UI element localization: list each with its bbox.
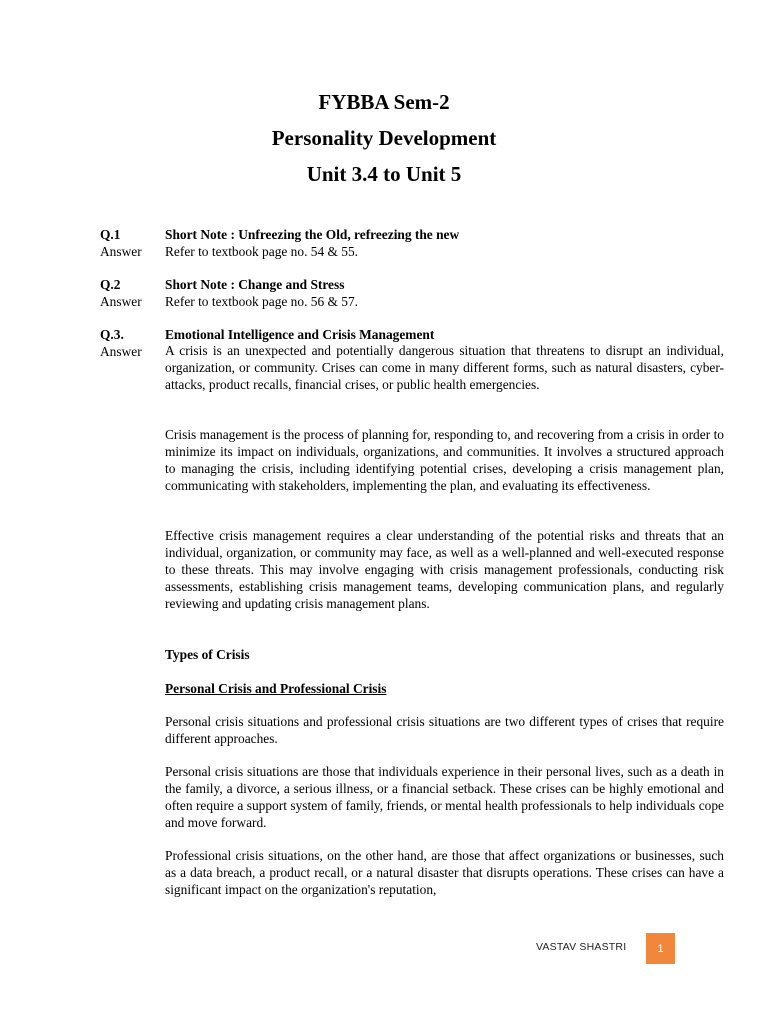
course-title: FYBBA Sem-2 bbox=[318, 90, 450, 114]
footer-author: VASTAV SHASTRI bbox=[536, 941, 627, 953]
question-title: Emotional Intelligence and Crisis Management bbox=[165, 327, 435, 342]
answer-label: Answer bbox=[100, 294, 142, 309]
types-of-crisis-heading: Types of Crisis bbox=[165, 647, 250, 662]
question-label: Q.1 bbox=[100, 227, 121, 242]
answer-text: Refer to textbook page no. 56 & 57. bbox=[165, 294, 359, 309]
page-number-badge bbox=[646, 933, 675, 964]
q3-paragraph-2: Crisis management is the process of planning for, responding to, and recovering from a crisis in order to minimize its impact on individuals, organizations, and communities. It involves a structured approach to managing the crisis, including identifying potential crises, developing a crisis management plan, communicating with stakeholders, implementing the plan, and evaluating its effectiveness. bbox=[165, 427, 724, 493]
q3-paragraph-3: Effective crisis management requires a clear understanding of the potential risks and threats that an individual, organization, or community may face, as well as a well-planned and well-executed response to these threats. This may involve engaging with crisis management professionals, conducting risk assessments, establishing crisis management teams, developing communication plans, and regularly reviewing and updating crisis management plans. bbox=[165, 528, 724, 611]
answer-text: Refer to textbook page no. 54 & 55. bbox=[165, 244, 359, 259]
crisis-paragraph-3: Professional crisis situations, on the other hand, are those that affect organizations or businesses, such as a data breach, a product recall, or a natural disaster that disrupts operations. These crises can have a significant impact on the organization's reputation, bbox=[165, 848, 724, 897]
answer-label: Answer bbox=[100, 244, 142, 259]
q3-paragraph-1: A crisis is an unexpected and potentially dangerous situation that threatens to disrupt an individual, organization, or community. Crises can come in many different forms, such as natural disasters, cyber-attacks, product recalls, financial crises, or public health emergencies. bbox=[165, 343, 724, 392]
answer-label: Answer bbox=[100, 344, 142, 359]
personal-professional-heading: Personal Crisis and Professional Crisis bbox=[165, 681, 387, 696]
subject-title: Personality Development bbox=[271, 126, 497, 150]
crisis-paragraph-2: Personal crisis situations are those that individuals experience in their personal lives, such as a death in the family, a divorce, a serious illness, or a financial setback. These crises can be highly emotional and often require a support system of family, friends, or mental health professionals to help individuals cope and move forward. bbox=[165, 764, 724, 830]
unit-title: Unit 3.4 to Unit 5 bbox=[306, 162, 462, 186]
question-title: Short Note : Change and Stress bbox=[165, 277, 345, 292]
question-label: Q.2 bbox=[100, 277, 121, 292]
question-label: Q.3. bbox=[100, 327, 124, 342]
page-number: 1 bbox=[657, 942, 664, 955]
crisis-paragraph-1: Personal crisis situations and professional crisis situations are two different types of crises that require different approaches. bbox=[165, 714, 724, 746]
question-title: Short Note : Unfreezing the Old, refreezing the new bbox=[165, 227, 460, 242]
